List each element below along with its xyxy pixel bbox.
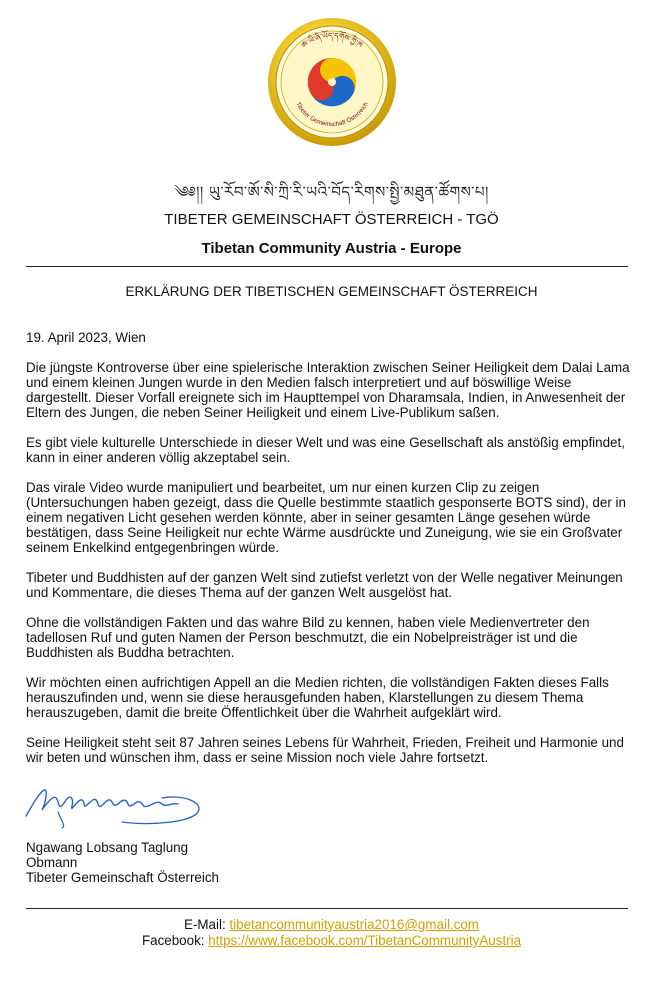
- letter-paragraph: Seine Heiligkeit steht seit 87 Jahren seines Lebens für Wahrheit, Frieden, Freiheit und Harmonie und wir beten und wünschen ihm, dass er seine Mission noch viele Jahre fortsetzt.: [26, 735, 624, 765]
- tibetan-header-line: ༄༅།། ཡུ་རོབ་ཨོ་སི་ཀྲི་རི་ཡའི་བོད་རིགས་སྤྱི་མཐུན་ཚོགས་པ།: [174, 183, 489, 201]
- letter-paragraph: Es gibt viele kulturelle Unterschiede in dieser Welt und was eine Gesellschaft als anstößig empfindet, kann in einer anderen völlig akzeptabel sein.: [26, 435, 625, 465]
- logo-german-text: Tibeter Gemeinschaft Österreich: [294, 101, 370, 129]
- letter-title: ERKLÄRUNG DER TIBETISCHEN GEMEINSCHAFT ÖSTERREICH: [125, 284, 538, 299]
- facebook-line: [0, 933, 663, 949]
- signer-role: Obmann: [26, 855, 78, 870]
- header-divider: [26, 266, 628, 267]
- signer-name: Ngawang Lobsang Taglung: [26, 840, 189, 855]
- letter-paragraph: Tibeter und Buddhisten auf der ganzen Welt sind zutiefst verletzt von der Welle negativer Meinungen und Kommentare, die dieses Thema auf der ganzen Welt ausgelöst hat.: [26, 570, 623, 600]
- letter-paragraph: Die jüngste Kontroverse über eine spielerische Interaktion zwischen Seiner Heiligkeit dem Dalai Lama und einem kleinen Jungen wurde in den Medien falsch interpretiert und auf böswillige Weise dargestellt. Dieser Vorfall ereignete sich im Haupttempel von Dharamsala, Indien, in Anwesenheit der Eltern des Jungen, die neben Seiner Heiligkeit und einem Live-Publikum saßen.: [26, 360, 630, 420]
- logo-tibetan-text: ཨ་ཡི་ཞི་ཡོད་དགོས་ཀྱི་ཁ: [299, 30, 365, 50]
- letter-body: [26, 330, 632, 780]
- signer-organization: Tibeter Gemeinschaft Österreich: [26, 870, 219, 885]
- letter-paragraph: Wir möchten einen aufrichtigen Appell an die Medien richten, die vollständigen Fakten dieses Falls herauszufinden und, wenn sie diese herausgefunden haben, Klarstellungen zu diesem Thema herauszugeben, damit die breite Öffentlichkeit über die Wahrheit aufgeklärt wird.: [26, 675, 609, 720]
- footer-contact: [0, 917, 663, 949]
- organization-name-english: Tibetan Community Austria - Europe: [201, 240, 462, 257]
- organization-logo: [266, 16, 398, 148]
- footer-divider: [26, 908, 628, 909]
- letter-paragraph: Das virale Video wurde manipuliert und bearbeitet, um nur einen kurzen Clip zu zeigen (Untersuchungen haben gezeigt, dass die Quelle bestimmte staatlich gesponserte BOTS sind), der in einem negativen Licht gesehen werden könnte, aber in seiner gesamten Länge gesehen würde bestätigen, dass Seine Heiligkeit nur echte Wärme ausdrückte und Zuneigung, wie sie ein Großvater seinem Enkelkind entgegenbringen würde.: [26, 480, 626, 555]
- letter-date: 19. April 2023, Wien: [26, 330, 146, 345]
- handwritten-signature: [22, 776, 210, 832]
- facebook-label: Facebook:: [141, 933, 205, 948]
- signer-block: [26, 840, 219, 885]
- letter-paragraph: Ohne die vollständigen Fakten und das wahre Bild zu kennen, haben viele Medienvertreter den tadellosen Ruf und guten Namen der Person beschmutzt, die ein Nobelpreisträger ist und die Buddhisten als Buddha betrachten.: [26, 615, 590, 660]
- email-link[interactable]: tibetancommunityaustria2016@gmail.com: [229, 917, 479, 932]
- email-label: E-Mail:: [184, 917, 226, 932]
- organization-name-german: TIBETER GEMEINSCHAFT ÖSTERREICH - TGÖ: [164, 211, 499, 228]
- facebook-link[interactable]: https://www.facebook.com/TibetanCommunityAustria: [208, 933, 522, 948]
- swirl-emblem: [308, 58, 356, 106]
- email-line: [0, 917, 663, 933]
